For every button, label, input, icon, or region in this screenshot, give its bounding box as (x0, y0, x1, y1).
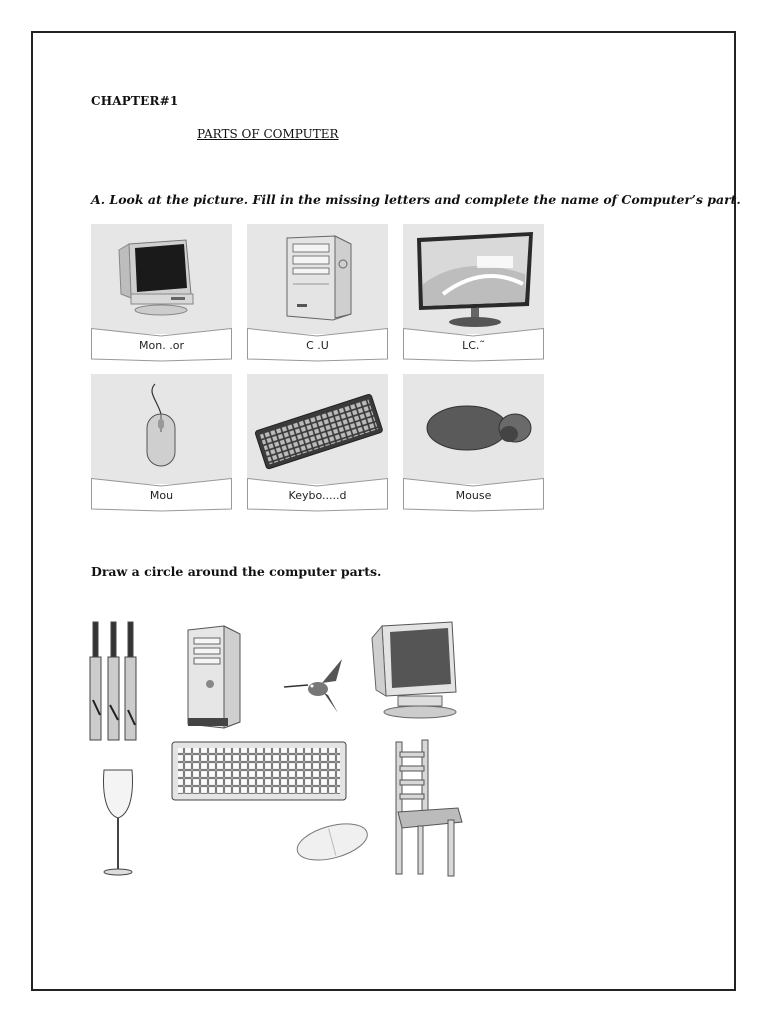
card-label-mouse: Mou (149, 489, 174, 502)
cricket-bats-icon (88, 620, 140, 745)
mouse-icon (292, 816, 372, 866)
card-mouse (91, 374, 232, 514)
card-label-mouse-pad: Mouse (455, 489, 492, 502)
cpu-tower-icon (247, 224, 388, 334)
mouse-icon (91, 374, 232, 484)
card-monitor (91, 224, 232, 364)
lcd-monitor-icon (403, 224, 544, 334)
wine-glass-icon (98, 766, 138, 878)
keyboard-icon (168, 738, 350, 804)
card-label-keyboard: Keybo.....d (288, 489, 347, 502)
mouse-pad-icon (403, 374, 544, 484)
card-label-lcd: LC.˜ (462, 339, 485, 352)
card-cpu (247, 224, 388, 364)
instruction-a: A. Look at the picture. Fill in the missing letters and complete the name of Computer’s part. (91, 192, 741, 207)
card-label-monitor: Mon. .or (139, 339, 184, 352)
card-keyboard (247, 374, 388, 514)
cpu-tower-icon (180, 622, 248, 730)
instruction-b: Draw a circle around the computer parts. (91, 564, 382, 579)
crt-monitor-icon (368, 620, 460, 722)
keyboard-icon (247, 374, 388, 484)
crt-monitor-icon (91, 224, 232, 334)
chair-icon (388, 738, 466, 880)
hummingbird-icon (280, 655, 350, 715)
card-label-cpu: C .U (306, 339, 329, 352)
card-mouse-pad (403, 374, 544, 514)
chapter-heading: CHAPTER#1 (91, 94, 179, 108)
page-title: PARTS OF COMPUTER (197, 127, 339, 141)
card-lcd (403, 224, 544, 364)
